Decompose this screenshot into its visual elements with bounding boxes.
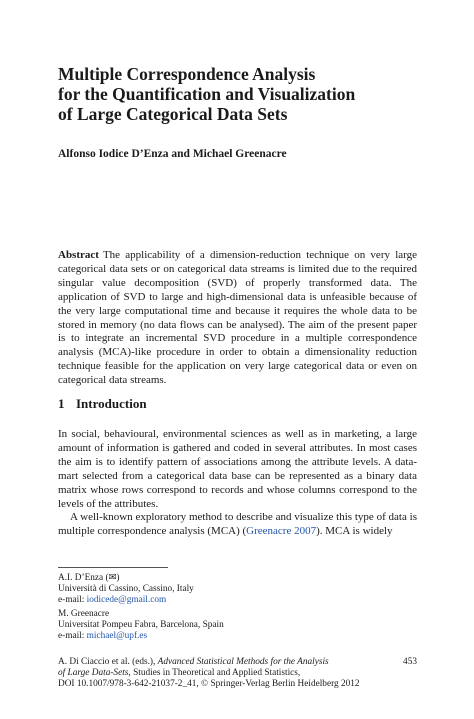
author-footnote [58, 573, 194, 606]
paragraph-text: ). MCA is widely [316, 525, 393, 538]
email-link[interactable]: iodicede@gmail.com [86, 595, 167, 605]
footnote-email-line [58, 595, 194, 606]
publication-info [58, 657, 417, 690]
title-line: for the Quantification and Visualization [58, 84, 356, 104]
footnote-divider [58, 567, 168, 568]
section-heading [58, 396, 147, 412]
abstract-label: Abstract [58, 249, 99, 261]
footnote-affiliation: Universitat Pompeu Fabra, Barcelona, Spain [58, 620, 224, 630]
section-body [58, 428, 417, 539]
paper-title [58, 64, 438, 124]
citation-link[interactable]: Greenacre 2007 [246, 525, 317, 538]
email-label: e-mail: [58, 595, 87, 605]
book-title: of Large Data-Sets [58, 668, 129, 678]
email-link[interactable]: michael@upf.es [86, 631, 148, 641]
publication-line [58, 657, 417, 668]
footnote-name: M. Greenacre [58, 609, 110, 619]
footnote-name: A.I. D’Enza (✉) [58, 573, 120, 583]
footnote-email-line [58, 631, 224, 642]
publication-line [58, 668, 417, 679]
author-list: Alfonso Iodice D’Enza and Michael Greenacre [58, 148, 287, 160]
paragraph: In social, behavioural, environmental sciences as well as in marketing, a large amount of information is gathered and coded in several attributes. In most cases the aim is to identify pattern of associations among the attribute levels. A data-mart selected from a categorical data base can be represented as a binary data matrix whose rows correspond to records and whose columns correspond to the levels of the attributes. [58, 428, 417, 510]
book-title: Advanced Statistical Methods for the Analysis [157, 657, 329, 667]
section-title: Introduction [76, 396, 147, 411]
footnote-affiliation: Università di Cassino, Cassino, Italy [58, 584, 194, 594]
email-label: e-mail: [58, 631, 87, 641]
abstract-text: The applicability of a dimension-reduction technique on very large categorical data sets or on categorical data streams is limited due to the required singular value decomposition (SVD) of properly transformed data. The application of SVD to large and high-dimensional data is unfeasible because of the very large computational time and because it requires the whole data to be stored in memory (no data flows can be analysed). The aim of the present paper is to integrate an incremental SVD procedure in a multiple correspondence analysis (MCA)-like procedure in order to obtain a dimensionality reduction technique feasible for the application on very large categorical data or even on categorical data streams. [58, 249, 417, 387]
paragraph [58, 511, 417, 539]
page-number: 453 [403, 657, 417, 667]
title-line: of Large Categorical Data Sets [58, 104, 288, 124]
section-number: 1 [58, 396, 65, 411]
editors: A. Di Ciaccio et al. (eds.), [58, 657, 158, 667]
author-footnote [58, 609, 224, 642]
paragraph-text: A well-known exploratory method to describe and visualize this type of data is multiple correspondence analysis (MCA) ( [58, 511, 417, 538]
doi-line: DOI 10.1007/978-3-642-21037-2_41, © Springer-Verlag Berlin Heidelberg 2012 [58, 679, 360, 689]
title-line: Multiple Correspondence Analysis [58, 64, 316, 84]
series: , Studies in Theoretical and Applied Statistics, [128, 668, 301, 678]
abstract [58, 249, 417, 388]
